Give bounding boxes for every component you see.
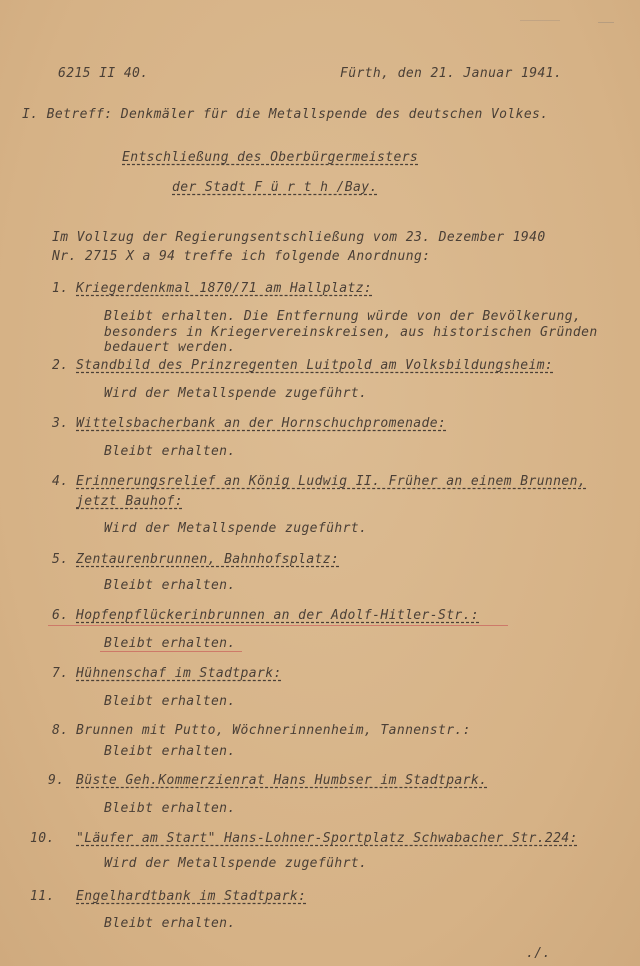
item-decision: Bleibt erhalten. <box>104 694 236 709</box>
item-number: 6. <box>52 608 69 623</box>
item-number: 8. <box>52 723 69 738</box>
item-decision: Wird der Metallspende zugeführt. <box>104 386 368 401</box>
item-title: Engelhardtbank im Stadtpark: <box>76 889 307 904</box>
item-number: 7. <box>52 666 69 681</box>
item-number: 1. <box>52 281 69 296</box>
item-decision: besonders in Kriegervereinskreisen, aus historischen Gründen <box>104 325 598 340</box>
item-number: 10. <box>30 831 55 846</box>
red-pencil-underline <box>100 651 242 652</box>
item-number: 5. <box>52 552 69 567</box>
item-decision: bedauert werden. <box>104 340 236 355</box>
item-title: Erinnerungsrelief an König Ludwig II. Früher an einem Brunnen, <box>76 474 587 489</box>
item-title: Wittelsbacherbank an der Hornschuchpromenade: <box>76 416 447 431</box>
item-decision: Wird der Metallspende zugeführt. <box>104 521 368 536</box>
place-date: Fürth, den 21. Januar 1941. <box>340 66 563 81</box>
item-title: Hopfenpflückerinbrunnen an der Adolf-Hitler-Str.: <box>76 608 480 623</box>
item-number: 9. <box>48 773 65 788</box>
item-decision: Bleibt erhalten. <box>104 578 236 593</box>
intro-line-1: Im Vollzug der Regierungsentschließung vom 23. Dezember 1940 <box>52 230 546 245</box>
item-number: 2. <box>52 358 69 373</box>
item-title: "Läufer am Start" Hans-Lohner-Sportplatz Schwabacher Str.224: <box>76 831 578 846</box>
item-title: Zentaurenbrunnen, Bahnhofsplatz: <box>76 552 340 567</box>
item-decision: Bleibt erhalten. <box>104 744 236 759</box>
item-decision: Wird der Metallspende zugeführt. <box>104 856 368 871</box>
item-title: Hühnenschaf im Stadtpark: <box>76 666 282 681</box>
reference-number: 6215 II 40. <box>58 66 149 81</box>
title-line-2: der Stadt F ü r t h /Bay. <box>172 180 378 195</box>
pencil-mark <box>520 20 560 21</box>
item-title: Standbild des Prinzregenten Luitpold am Volksbildungsheim: <box>76 358 554 373</box>
item-title: Brunnen mit Putto, Wöchnerinnenheim, Tannenstr.: <box>76 723 471 738</box>
item-decision: Bleibt erhalten. <box>104 636 236 651</box>
item-number: 3. <box>52 416 69 431</box>
item-decision: Bleibt erhalten. <box>104 444 236 459</box>
item-title: Kriegerdenkmal 1870/71 am Hallplatz: <box>76 281 373 296</box>
item-number: 4. <box>52 474 69 489</box>
item-number: 11. <box>30 889 55 904</box>
item-decision: Bleibt erhalten. <box>104 801 236 816</box>
item-title-continued: jetzt Bauhof: <box>76 494 183 509</box>
red-pencil-underline <box>48 625 508 626</box>
continuation-mark: ./. <box>526 946 551 961</box>
item-decision: Bleibt erhalten. <box>104 916 236 931</box>
item-decision: Bleibt erhalten. Die Entfernung würde von der Bevölkerung, <box>104 309 582 324</box>
intro-line-2: Nr. 2715 X a 94 treffe ich folgende Anordnung: <box>52 249 431 264</box>
item-title: Büste Geh.Kommerzienrat Hans Humbser im Stadtpark. <box>76 773 488 788</box>
title-line-1: Entschließung des Oberbürgermeisters <box>122 150 419 165</box>
pencil-mark <box>598 22 614 23</box>
subject-line: I. Betreff: Denkmäler für die Metallspende des deutschen Volkes. <box>22 107 549 122</box>
